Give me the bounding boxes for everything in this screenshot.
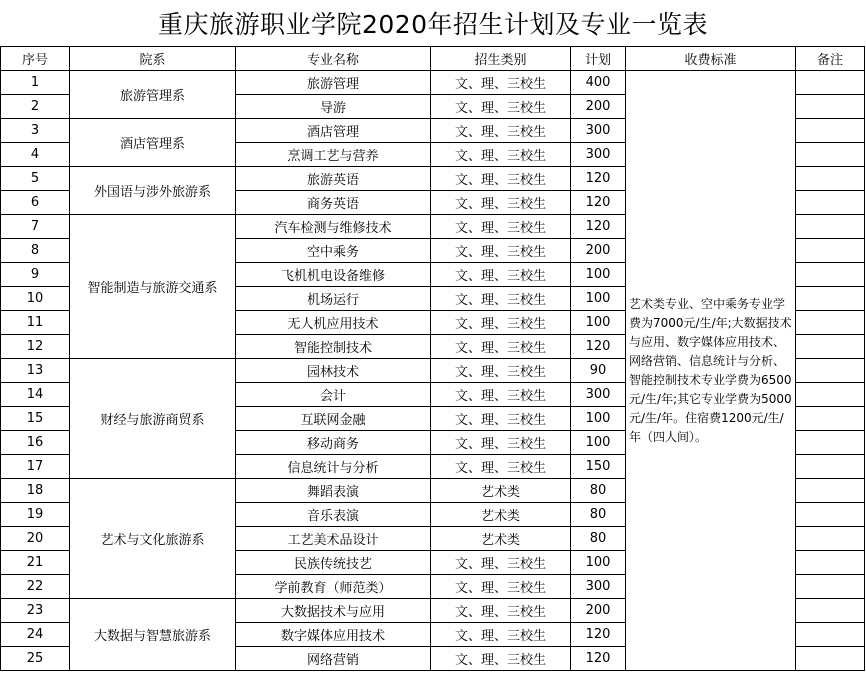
category-cell: 文、理、三校生	[431, 71, 571, 95]
category-cell: 文、理、三校生	[431, 263, 571, 287]
category-cell: 文、理、三校生	[431, 239, 571, 263]
dept-cell: 财经与旅游商贸系	[70, 359, 236, 479]
category-cell: 文、理、三校生	[431, 455, 571, 479]
remark-cell	[796, 527, 865, 551]
plan-cell: 300	[571, 119, 626, 143]
remark-cell	[796, 455, 865, 479]
plan-cell: 200	[571, 95, 626, 119]
seq-cell: 7	[1, 215, 70, 239]
plan-cell: 100	[571, 551, 626, 575]
table-row	[1, 71, 865, 95]
major-cell: 酒店管理	[236, 119, 431, 143]
major-cell: 无人机应用技术	[236, 311, 431, 335]
major-cell: 信息统计与分析	[236, 455, 431, 479]
remark-cell	[796, 335, 865, 359]
enrollment-table	[0, 46, 865, 671]
seq-cell: 11	[1, 311, 70, 335]
header-seq: 序号	[1, 47, 70, 71]
category-cell: 艺术类	[431, 527, 571, 551]
plan-cell: 120	[571, 167, 626, 191]
seq-cell: 10	[1, 287, 70, 311]
remark-cell	[796, 215, 865, 239]
seq-cell: 5	[1, 167, 70, 191]
category-cell: 文、理、三校生	[431, 335, 571, 359]
seq-cell: 13	[1, 359, 70, 383]
major-cell: 移动商务	[236, 431, 431, 455]
plan-cell: 100	[571, 407, 626, 431]
category-cell: 文、理、三校生	[431, 95, 571, 119]
category-cell: 文、理、三校生	[431, 623, 571, 647]
major-cell: 旅游管理	[236, 71, 431, 95]
dept-cell: 智能制造与旅游交通系	[70, 215, 236, 359]
major-cell: 数字媒体应用技术	[236, 623, 431, 647]
major-cell: 机场运行	[236, 287, 431, 311]
header-dept: 院系	[70, 47, 236, 71]
plan-cell: 90	[571, 359, 626, 383]
plan-cell: 150	[571, 455, 626, 479]
seq-cell: 9	[1, 263, 70, 287]
major-cell: 空中乘务	[236, 239, 431, 263]
major-cell: 旅游英语	[236, 167, 431, 191]
major-cell: 互联网金融	[236, 407, 431, 431]
remark-cell	[796, 431, 865, 455]
remark-cell	[796, 551, 865, 575]
plan-cell: 100	[571, 287, 626, 311]
major-cell: 网络营销	[236, 647, 431, 671]
remark-cell	[796, 167, 865, 191]
plan-cell: 120	[571, 335, 626, 359]
remark-cell	[796, 623, 865, 647]
header-plan: 计划	[571, 47, 626, 71]
header-major: 专业名称	[236, 47, 431, 71]
seq-cell: 21	[1, 551, 70, 575]
seq-cell: 18	[1, 479, 70, 503]
remark-cell	[796, 647, 865, 671]
seq-cell: 15	[1, 407, 70, 431]
seq-cell: 25	[1, 647, 70, 671]
plan-cell: 400	[571, 71, 626, 95]
major-cell: 烹调工艺与营养	[236, 143, 431, 167]
remark-cell	[796, 119, 865, 143]
major-cell: 工艺美术品设计	[236, 527, 431, 551]
fee-standard-cell: 艺术类专业、空中乘务专业学费为7000元/生/年;大数据技术与应用、数字媒体应用技术、网络营销、信息统计与分析、智能控制技术专业学费为6500元/生/年;其它专业学费为5000元/生/年。住宿费1200元/生/年（四人间）。	[626, 71, 796, 671]
plan-cell: 80	[571, 527, 626, 551]
major-cell: 智能控制技术	[236, 335, 431, 359]
seq-cell: 2	[1, 95, 70, 119]
major-cell: 大数据技术与应用	[236, 599, 431, 623]
category-cell: 文、理、三校生	[431, 599, 571, 623]
seq-cell: 20	[1, 527, 70, 551]
remark-cell	[796, 479, 865, 503]
seq-cell: 8	[1, 239, 70, 263]
category-cell: 文、理、三校生	[431, 383, 571, 407]
dept-cell: 旅游管理系	[70, 71, 236, 119]
plan-cell: 300	[571, 143, 626, 167]
dept-cell: 艺术与文化旅游系	[70, 479, 236, 599]
category-cell: 文、理、三校生	[431, 575, 571, 599]
seq-cell: 12	[1, 335, 70, 359]
dept-cell: 酒店管理系	[70, 119, 236, 167]
seq-cell: 19	[1, 503, 70, 527]
plan-cell: 80	[571, 479, 626, 503]
major-cell: 会计	[236, 383, 431, 407]
category-cell: 文、理、三校生	[431, 143, 571, 167]
remark-cell	[796, 383, 865, 407]
remark-cell	[796, 95, 865, 119]
remark-cell	[796, 311, 865, 335]
plan-cell: 200	[571, 239, 626, 263]
major-cell: 学前教育（师范类）	[236, 575, 431, 599]
major-cell: 民族传统技艺	[236, 551, 431, 575]
remark-cell	[796, 575, 865, 599]
remark-cell	[796, 263, 865, 287]
plan-cell: 300	[571, 383, 626, 407]
plan-cell: 120	[571, 623, 626, 647]
remark-cell	[796, 71, 865, 95]
major-cell: 舞蹈表演	[236, 479, 431, 503]
seq-cell: 6	[1, 191, 70, 215]
category-cell: 文、理、三校生	[431, 407, 571, 431]
major-cell: 音乐表演	[236, 503, 431, 527]
header-remark: 备注	[796, 47, 865, 71]
page-title: 重庆旅游职业学院2020年招生计划及专业一览表	[157, 10, 709, 39]
category-cell: 文、理、三校生	[431, 311, 571, 335]
seq-cell: 23	[1, 599, 70, 623]
category-cell: 文、理、三校生	[431, 167, 571, 191]
major-cell: 飞机机电设备维修	[236, 263, 431, 287]
category-cell: 文、理、三校生	[431, 119, 571, 143]
remark-cell	[796, 407, 865, 431]
plan-cell: 120	[571, 215, 626, 239]
plan-cell: 100	[571, 431, 626, 455]
category-cell: 文、理、三校生	[431, 191, 571, 215]
plan-cell: 120	[571, 191, 626, 215]
major-cell: 园林技术	[236, 359, 431, 383]
category-cell: 文、理、三校生	[431, 287, 571, 311]
plan-cell: 80	[571, 503, 626, 527]
dept-cell: 外国语与涉外旅游系	[70, 167, 236, 215]
plan-cell: 100	[571, 311, 626, 335]
category-cell: 艺术类	[431, 479, 571, 503]
category-cell: 艺术类	[431, 503, 571, 527]
seq-cell: 14	[1, 383, 70, 407]
category-cell: 文、理、三校生	[431, 359, 571, 383]
plan-cell: 200	[571, 599, 626, 623]
category-cell: 文、理、三校生	[431, 215, 571, 239]
major-cell: 汽车检测与维修技术	[236, 215, 431, 239]
major-cell: 导游	[236, 95, 431, 119]
remark-cell	[796, 239, 865, 263]
header-row	[1, 47, 865, 71]
remark-cell	[796, 287, 865, 311]
header-category: 招生类别	[431, 47, 571, 71]
seq-cell: 24	[1, 623, 70, 647]
plan-cell: 300	[571, 575, 626, 599]
remark-cell	[796, 359, 865, 383]
seq-cell: 17	[1, 455, 70, 479]
seq-cell: 1	[1, 71, 70, 95]
category-cell: 文、理、三校生	[431, 431, 571, 455]
category-cell: 文、理、三校生	[431, 551, 571, 575]
seq-cell: 4	[1, 143, 70, 167]
remark-cell	[796, 143, 865, 167]
major-cell: 商务英语	[236, 191, 431, 215]
seq-cell: 3	[1, 119, 70, 143]
seq-cell: 22	[1, 575, 70, 599]
header-fee: 收费标准	[626, 47, 796, 71]
dept-cell: 大数据与智慧旅游系	[70, 599, 236, 671]
remark-cell	[796, 191, 865, 215]
category-cell: 文、理、三校生	[431, 647, 571, 671]
plan-cell: 100	[571, 263, 626, 287]
remark-cell	[796, 503, 865, 527]
seq-cell: 16	[1, 431, 70, 455]
remark-cell	[796, 599, 865, 623]
plan-cell: 120	[571, 647, 626, 671]
